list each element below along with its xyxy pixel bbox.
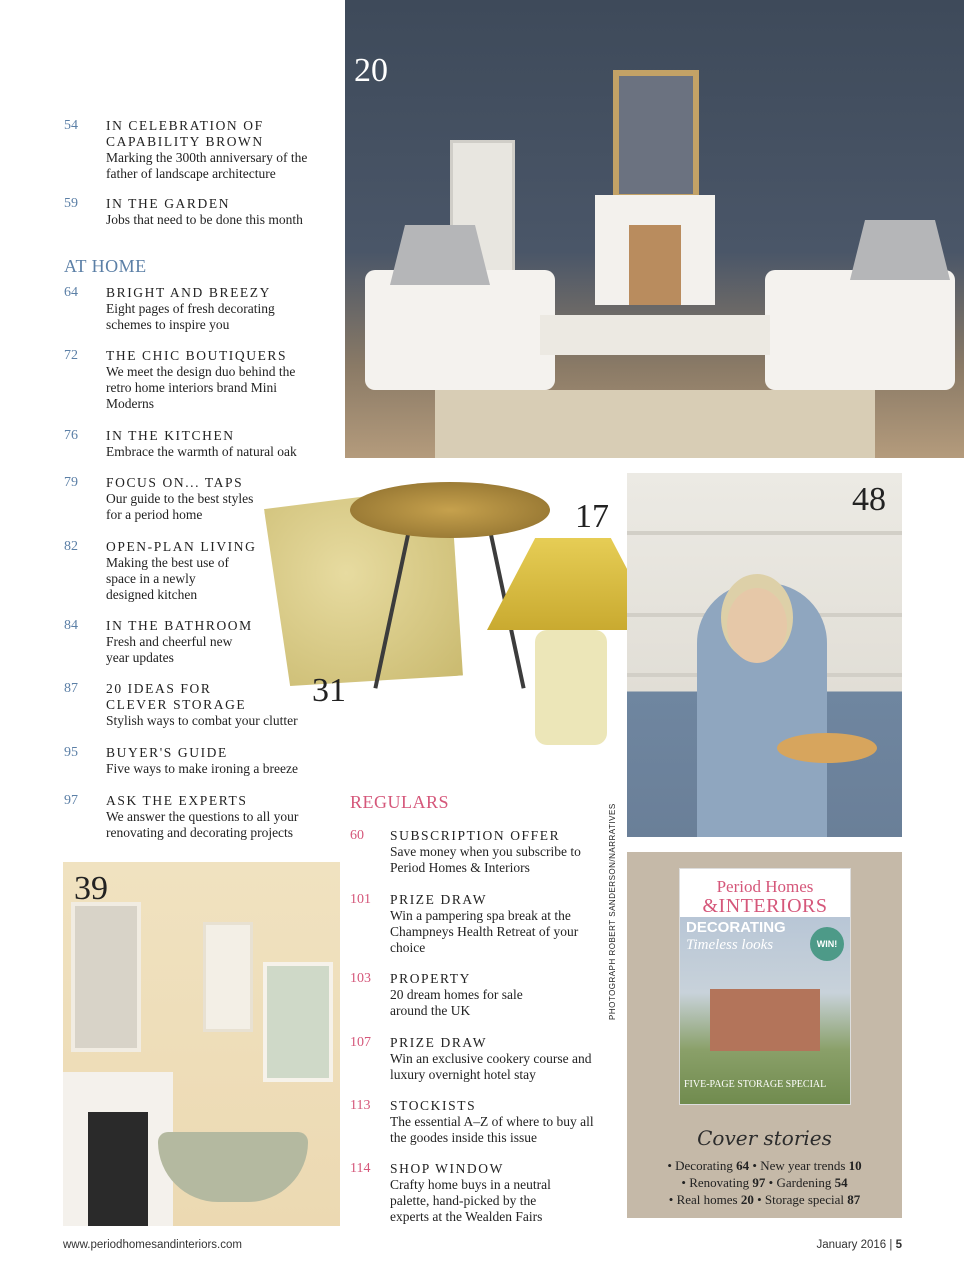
entry-description: Win an exclusive cookery course and luxury overnight hotel stay: [390, 1051, 592, 1082]
entry-description: Stylish ways to combat your clutter: [106, 713, 298, 728]
issue-date: January 2016: [816, 1239, 887, 1251]
kitchen-photo: [627, 473, 902, 837]
entry-description: Our guide to the best styles for a period home: [106, 491, 254, 522]
page-number: 79: [64, 475, 78, 490]
entry-title: BRIGHT AND BREEZY: [106, 285, 271, 300]
sofa-right: [765, 270, 955, 390]
entry-description: We answer the questions to all your renovating and decorating projects: [106, 809, 299, 840]
toc-entry-101[interactable]: [350, 892, 610, 956]
toc-entry-64[interactable]: [64, 285, 364, 333]
cover-brand-line1: Period Homes: [716, 877, 814, 896]
cover-story-page: 64: [736, 1158, 750, 1173]
brass-tray-table: [350, 482, 550, 538]
page-number: 72: [64, 348, 78, 363]
shelf-unit: [203, 922, 253, 1032]
toc-entry-95[interactable]: [64, 745, 364, 777]
entry-title: PROPERTY: [390, 971, 472, 986]
page-number: 54: [64, 118, 78, 133]
entry-description: We meet the design duo behind the retro home interiors brand Mini Moderns: [106, 364, 296, 411]
page-number: 59: [64, 196, 78, 211]
page-number: 82: [64, 539, 78, 554]
entry-description: Save money when you subscribe to Period Homes & Interiors: [390, 844, 581, 875]
entry-title: FOCUS ON... TAPS: [106, 475, 244, 490]
page-number: 60: [350, 828, 364, 843]
entry-description: Jobs that need to be done this month: [106, 212, 303, 227]
window: [263, 962, 333, 1082]
entry-title: 20 IDEAS FOR CLEVER STORAGE: [106, 681, 247, 712]
entry-title: IN THE KITCHEN: [106, 428, 235, 443]
entry-description: The essential A–Z of where to buy all the goodes inside this issue: [390, 1114, 594, 1145]
cover-story-page: 97: [752, 1175, 766, 1190]
fireplace: [595, 195, 715, 305]
image-page-number-48: 48: [852, 481, 886, 518]
entry-title: SUBSCRIPTION OFFER: [390, 828, 561, 843]
win-badge: WIN!: [810, 927, 844, 961]
cover-subheadline: Timeless looks: [686, 937, 774, 953]
magazine-cover[interactable]: [679, 868, 851, 1105]
toc-entry-97[interactable]: [64, 793, 364, 841]
entry-description: Fresh and cheerful new year updates: [106, 634, 233, 665]
entry-description: 20 dream homes for sale around the UK: [390, 987, 523, 1018]
image-page-number-20: 20: [354, 52, 388, 89]
pie: [777, 733, 877, 763]
separator: |: [889, 1239, 893, 1251]
entry-description: Embrace the warmth of natural oak: [106, 444, 297, 459]
cover-story-page: 54: [834, 1175, 848, 1190]
page-number: 64: [64, 285, 78, 300]
image-page-number-17: 17: [575, 498, 609, 535]
page-number: 76: [64, 428, 78, 443]
cover-stories-list: • Decorating 64 • New year trends 10 • Renovating 97 • Gardening 54 • Real homes 20 • Storage special 87: [667, 1158, 862, 1207]
toc-entry-114[interactable]: [350, 1161, 610, 1225]
entry-description: Win a pampering spa break at the Champneys Health Retreat of your choice: [390, 908, 579, 955]
woman-head: [727, 588, 787, 663]
fireplace: [63, 1072, 173, 1226]
toc-entry-107[interactable]: [350, 1035, 610, 1083]
entry-title: IN THE BATHROOM: [106, 618, 253, 633]
page-number: 107: [350, 1035, 371, 1050]
page-number: 84: [64, 618, 78, 633]
page-number: 5: [895, 1239, 902, 1251]
toc-entry-103[interactable]: [350, 971, 610, 1019]
lamp-left: [390, 225, 490, 285]
entry-title: PRIZE DRAW: [390, 892, 488, 907]
cover-story-page: 20: [740, 1192, 754, 1207]
rug: [435, 390, 875, 458]
entry-title: IN THE GARDEN: [106, 196, 231, 211]
page-number: 97: [64, 793, 78, 808]
website-url[interactable]: www.periodhomesandinteriors.com: [63, 1239, 242, 1251]
toc-entry-76[interactable]: [64, 428, 364, 460]
entry-description: Five ways to make ironing a breeze: [106, 761, 298, 776]
image-page-number-39: 39: [74, 870, 108, 907]
cover-footer: FIVE-PAGE STORAGE SPECIAL: [684, 1079, 827, 1090]
section-heading-regulars: REGULARS: [350, 792, 450, 812]
cover-headline: DECORATING: [686, 919, 786, 936]
cover-story-page: 10: [848, 1158, 862, 1173]
entry-description: Making the best use of space in a newly designed kitchen: [106, 555, 229, 602]
cover-story-page: 87: [847, 1192, 861, 1207]
coffee-table: [540, 315, 770, 355]
entry-description: Eight pages of fresh decorating schemes to inspire you: [106, 301, 275, 332]
image-page-number-31: 31: [312, 672, 346, 709]
section-heading-at-home: AT HOME: [64, 256, 147, 276]
page-number: 103: [350, 971, 371, 986]
cover-house: [710, 989, 820, 1051]
entry-title: OPEN-PLAN LIVING: [106, 539, 257, 554]
issue-date-and-page: [816, 1239, 902, 1251]
cover-story-label: Decorating: [675, 1158, 733, 1173]
cover-stories-title: Cover stories: [697, 1126, 832, 1150]
bathroom-photo: [63, 862, 340, 1226]
sofa-left: [365, 270, 555, 390]
cover-story-label: Storage special: [764, 1192, 844, 1207]
photo-credit: PHOTOGRAPH ROBERT SANDERSON/NARRATIVES: [608, 803, 617, 1020]
roll-top-bath: [158, 1132, 308, 1202]
cover-brand-line2: &INTERIORS: [702, 895, 828, 917]
lamp-base: [535, 630, 607, 745]
gilt-mirror: [613, 70, 699, 200]
page-number: 114: [350, 1161, 371, 1176]
toc-entry-72[interactable]: [64, 348, 364, 412]
toc-entry-54[interactable]: [64, 118, 364, 182]
entry-title: PRIZE DRAW: [390, 1035, 488, 1050]
toc-entry-113[interactable]: [350, 1098, 610, 1146]
living-room-photo: [345, 0, 964, 458]
page-number: 113: [350, 1098, 371, 1113]
entry-description: Marking the 300th anniversary of the father of landscape architecture: [106, 150, 308, 181]
entry-title: SHOP WINDOW: [390, 1161, 504, 1176]
lamp-right: [850, 220, 950, 280]
cover-story-label: New year trends: [760, 1158, 846, 1173]
cover-story-label: Real homes: [676, 1192, 738, 1207]
entry-title: STOCKISTS: [390, 1098, 477, 1113]
cover-story-label: Gardening: [776, 1175, 832, 1190]
mirror: [71, 902, 141, 1052]
page-number: 87: [64, 681, 78, 696]
entry-title: ASK THE EXPERTS: [106, 793, 248, 808]
entry-title: BUYER'S GUIDE: [106, 745, 228, 760]
cover-story-label: Renovating: [689, 1175, 750, 1190]
page-number: 95: [64, 745, 78, 760]
toc-entry-59[interactable]: [64, 196, 364, 228]
entry-title: THE CHIC BOUTIQUERS: [106, 348, 288, 363]
shelf: [627, 531, 902, 535]
entry-description: Crafty home buys in a neutral palette, hand-picked by the experts at the Wealden Fairs: [390, 1177, 551, 1224]
entry-title: IN CELEBRATION OF CAPABILITY BROWN: [106, 118, 264, 149]
page-number: 101: [350, 892, 371, 907]
toc-entry-60[interactable]: [350, 828, 610, 876]
